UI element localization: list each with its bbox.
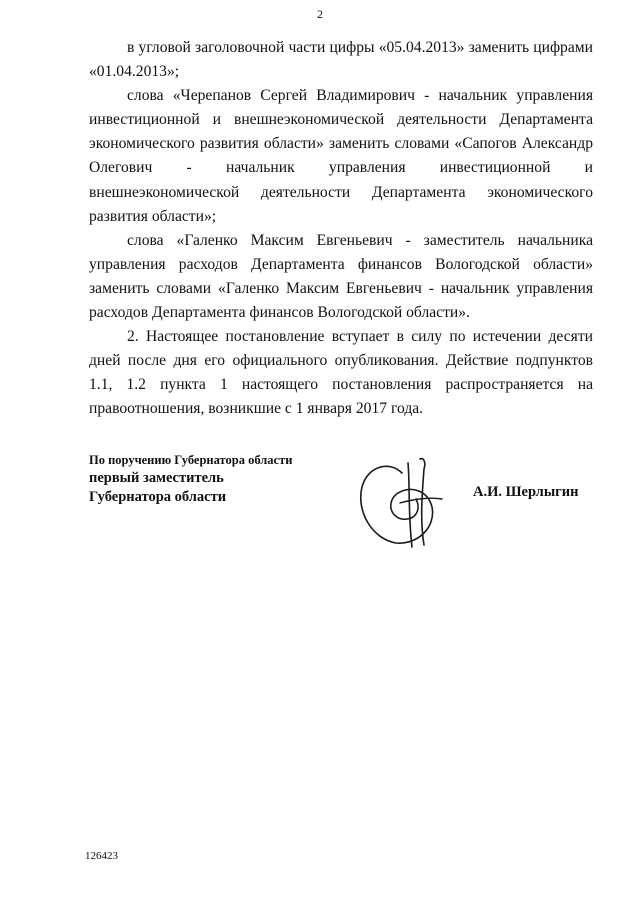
paragraph-effective-date: 2. Настоящее постановление вступает в силу по истечении десяти дней после дня его официального опубликования. Действие подпунктов 1.1, 1.2 пункта 1 настоящего постановления распространяется на правоотношения, возникшие с 1 января 2017 года.	[89, 328, 593, 418]
handwritten-signature-icon	[350, 455, 450, 550]
signature-title-line: Губернатора области	[89, 489, 227, 505]
document-body	[89, 36, 593, 422]
document-code: 126423	[85, 850, 118, 862]
paragraph-galenko: слова «Галенко Максим Евгеньевич - заместитель начальника управления расходов Департамента финансов Вологодской области» заменить словами «Галенко Максим Евгеньевич - начальник управления расходов Департамента финансов Вологодской области».	[89, 231, 593, 322]
signature-authority-line: По поручению Губернатора области	[89, 453, 293, 467]
paragraph-cherepanov: слова «Черепанов Сергей Владимирович - начальник управления инвестиционной и внешнеэкономической деятельности Департамента экономического развития области» заменить словами «Сапогов Александр Олегович - начальник управления инвестиционной и внешнеэкономической деятельности Департамента экономического развития области»;	[89, 87, 593, 225]
signatory-name: А.И. Шерлыгин	[473, 484, 579, 500]
signature-position-line: первый заместитель	[89, 470, 224, 486]
page-number: 2	[317, 7, 323, 21]
signature-block	[89, 452, 309, 507]
paragraph-date-change: в угловой заголовочной части цифры «05.04.2013» заменить цифрами «01.04.2013»;	[89, 39, 593, 81]
